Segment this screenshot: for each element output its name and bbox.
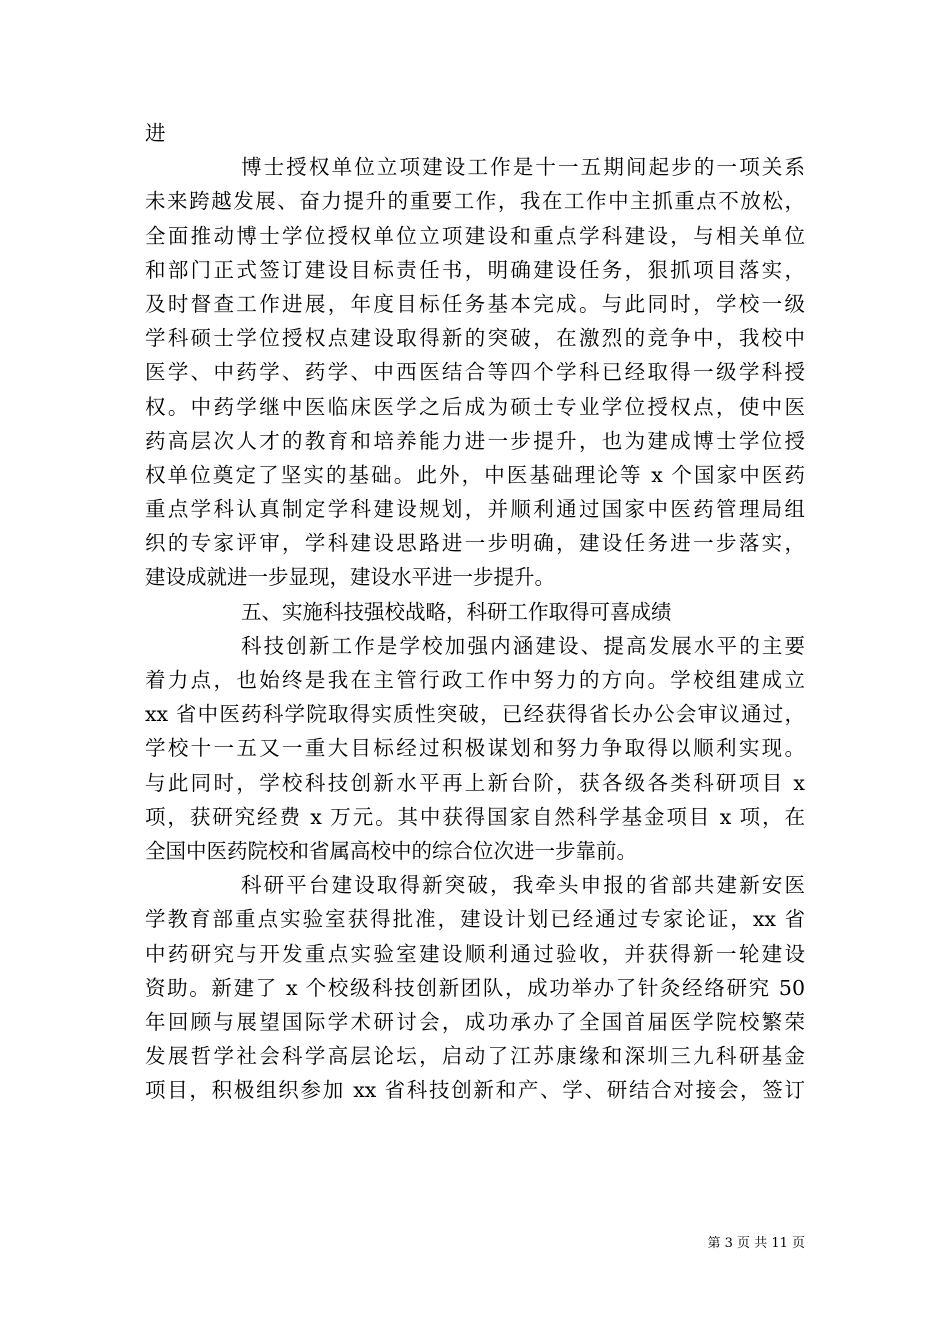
section-heading: 五、实施科技强校战略，科研工作取得可喜成绩 xyxy=(241,599,672,624)
text-line: 项，获研究经费 x 万元。其中获得国家自然科学基金项目 x 项，在 xyxy=(145,804,805,829)
text-line: 重点学科认真制定学科建设规划，并顺利通过国家中医药管理局组 xyxy=(145,497,805,522)
text-line: 未来跨越发展、奋力提升的重要工作，我在工作中主抓重点不放松， xyxy=(145,189,805,214)
text-line: 全面推动博士学位授权单位立项建设和重点学科建设，与相关单位 xyxy=(145,223,805,248)
text-line: 权单位奠定了坚实的基础。此外，中医基础理论等 x 个国家中医药 xyxy=(145,462,805,487)
text-line: 与此同时，学校科技创新水平再上新台阶，获各级各类科研项目 x xyxy=(145,770,805,795)
page-number: 第 3 页 共 11 页 xyxy=(707,1236,805,1251)
text-line: 及时督查工作进展，年度目标任务基本完成。与此同时，学校一级 xyxy=(145,291,805,316)
text-line: 年回顾与展望国际学术研讨会，成功承办了全国首届医学院校繁荣 xyxy=(145,1009,805,1034)
text-line: 资助。新建了 x 个校级科技创新团队，成功举办了针灸经络研究 50 xyxy=(145,975,805,1000)
paragraph-start-line: 科技创新工作是学校加强内涵建设、提高发展水平的主要 xyxy=(241,633,805,658)
text-line: 学科硕士学位授权点建设取得新的突破，在激烈的竞争中，我校中 xyxy=(145,326,805,351)
text-line: 织的专家评审，学科建设思路进一步明确，建设任务进一步落实， xyxy=(145,531,805,556)
text-line: 发展哲学社会科学高层论坛，启动了江苏康缘和深圳三九科研基金 xyxy=(145,1044,805,1069)
text-line: xx 省中医药科学院取得实质性突破，已经获得省长办公会审议通过， xyxy=(145,702,805,727)
text-line: 进 xyxy=(145,121,166,145)
text-line: 学教育部重点实验室获得批准，建设计划已经通过专家论证，xx 省 xyxy=(145,907,805,932)
text-line: 建设成就进一步显现，建设水平进一步提升。 xyxy=(145,565,555,590)
text-line: 着力点，也始终是我在主管行政工作中努力的方向。学校组建成立 xyxy=(145,668,805,692)
document-body xyxy=(145,116,805,1107)
text-line: 学校十一五又一重大目标经过积极谋划和努力争取得以顺利实现。 xyxy=(145,736,805,761)
text-line: 医学、中药学、药学、中西医结合等四个学科已经取得一级学科授 xyxy=(145,360,805,385)
text-line: 药高层次人才的教育和培养能力进一步提升，也为建成博士学位授 xyxy=(145,428,805,453)
text-line: 和部门正式签订建设目标责任书，明确建设任务，狠抓项目落实， xyxy=(145,257,805,282)
text-line: 中药研究与开发重点实验室建设顺利通过验收，并获得新一轮建设 xyxy=(145,941,805,966)
paragraph-start-line: 科研平台建设取得新突破，我牵头申报的省部共建新安医 xyxy=(241,873,805,898)
text-line: 全国中医药院校和省属高校中的综合位次进一步靠前。 xyxy=(145,838,637,863)
paragraph-start-line: 博士授权单位立项建设工作是十一五期间起步的一项关系 xyxy=(241,155,805,180)
text-line: 项目，积极组织参加 xx 省科技创新和产、学、研结合对接会，签订 xyxy=(145,1078,805,1103)
text-line: 权。中药学继中医临床医学之后成为硕士专业学位授权点，使中医 xyxy=(145,394,805,419)
